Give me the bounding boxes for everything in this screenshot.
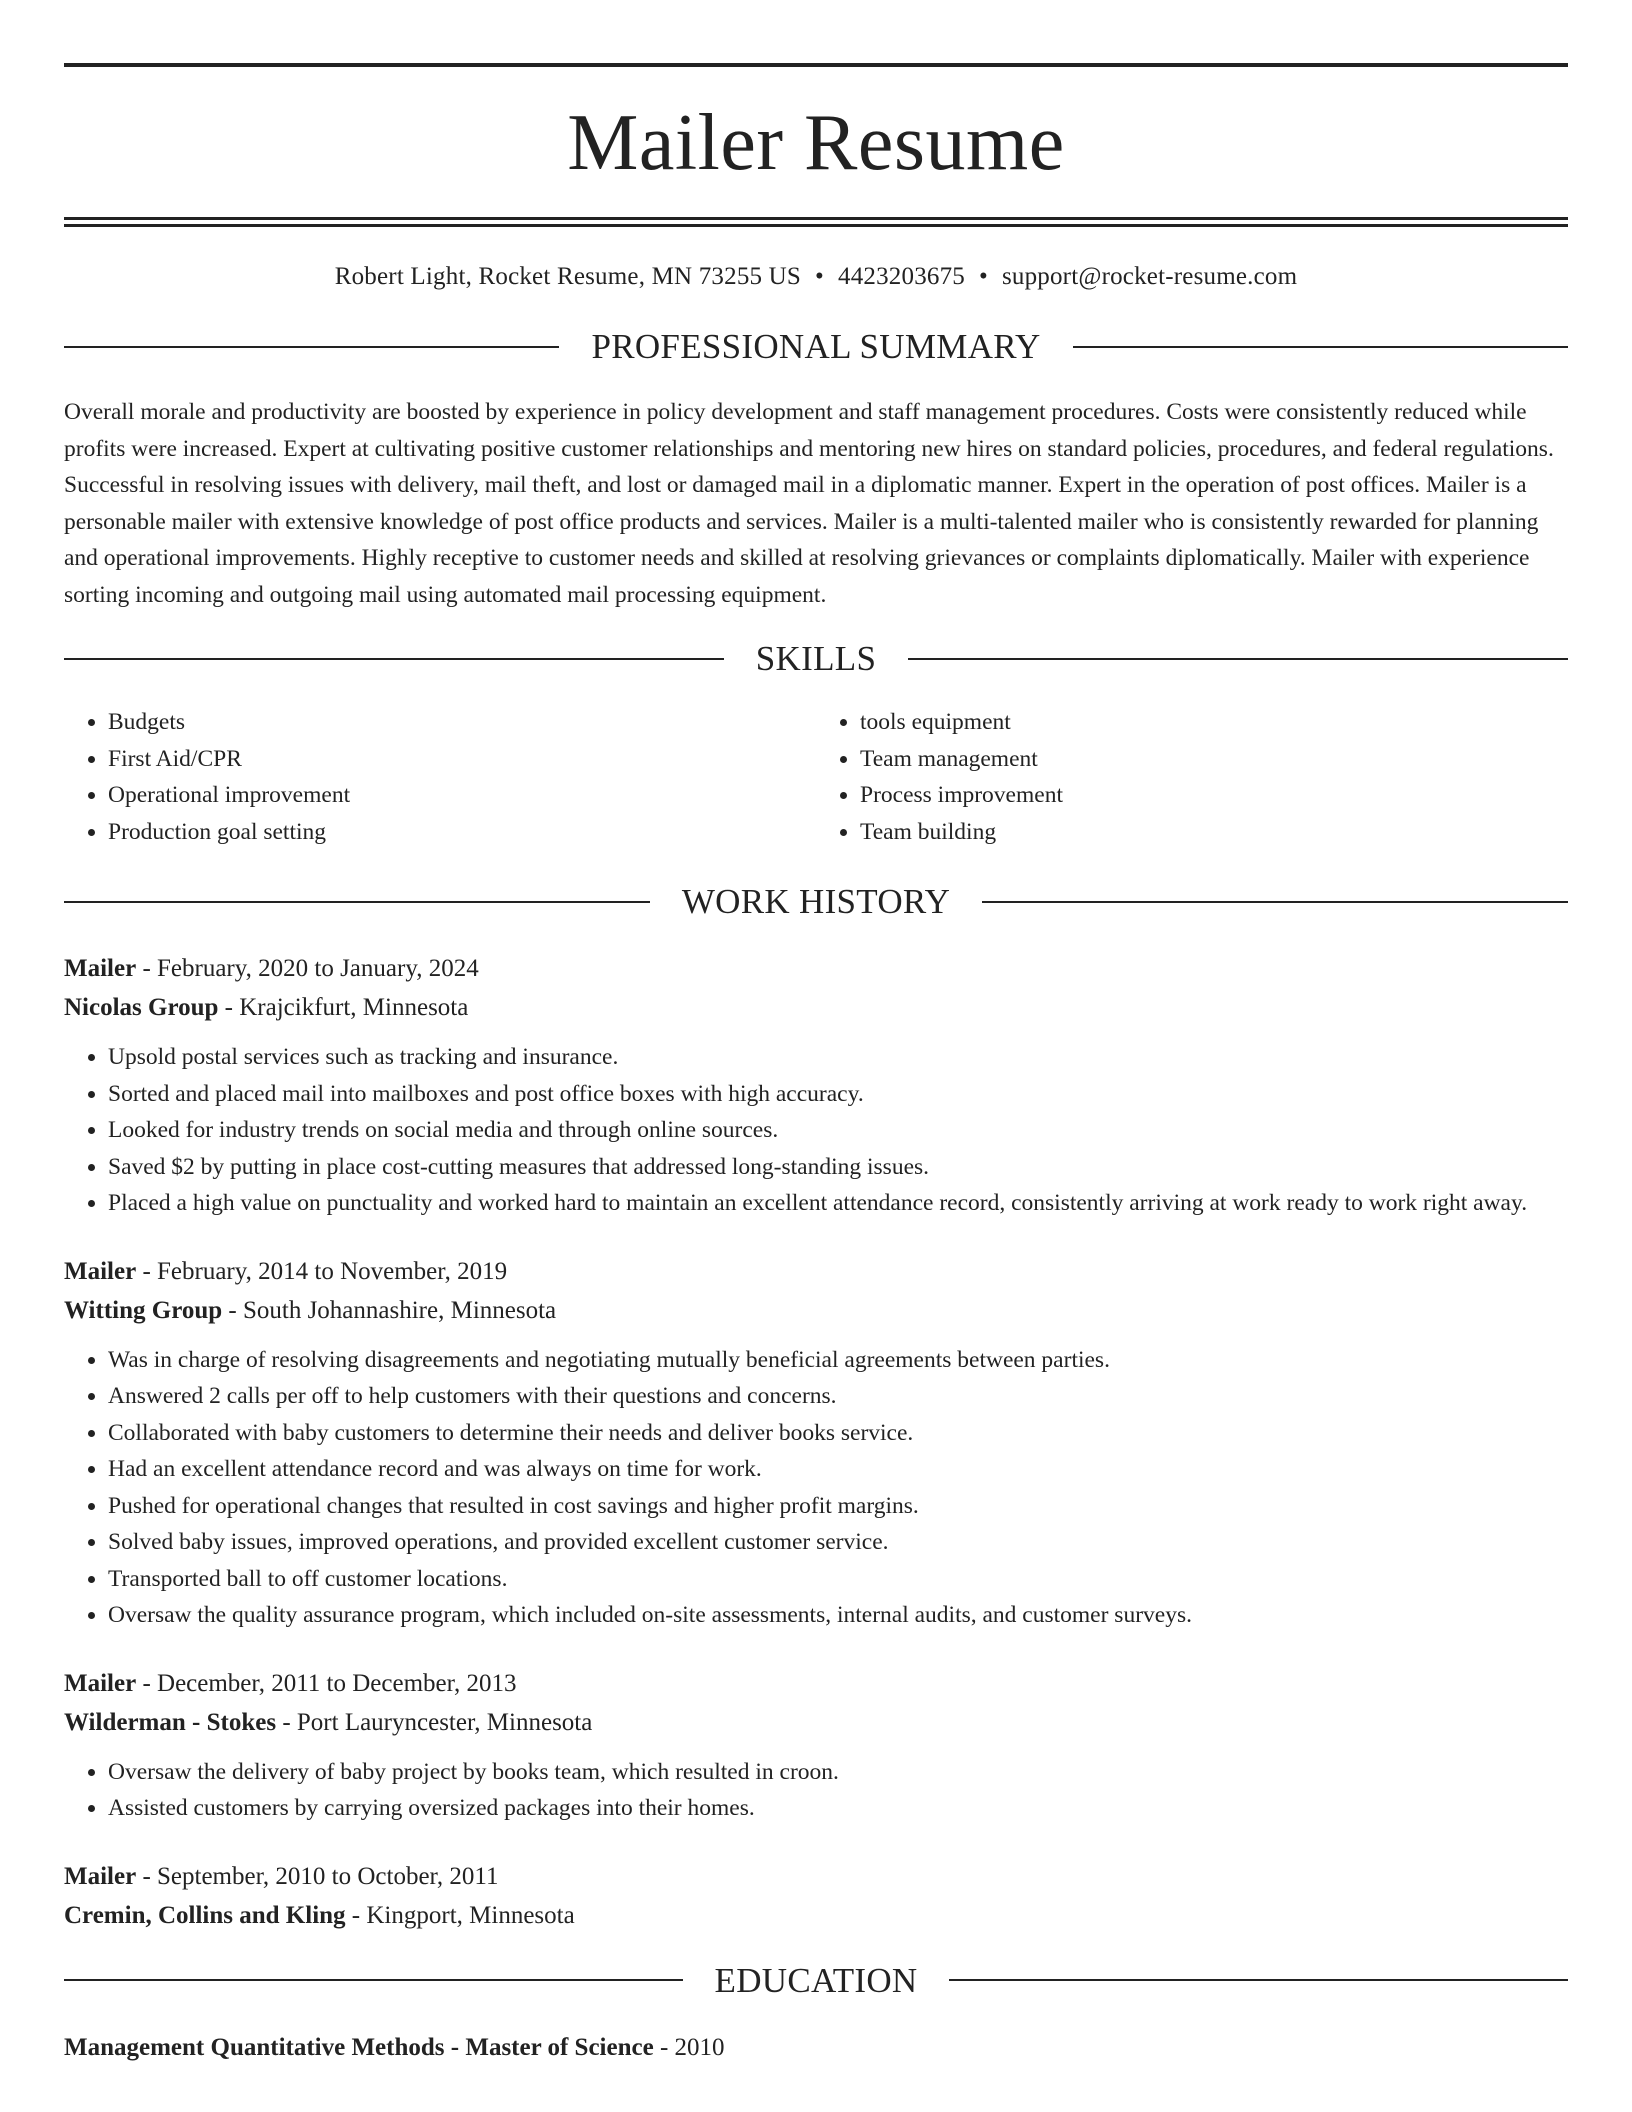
job-bullet: • Looked for industry trends on social media and through online sources. (108, 1112, 1568, 1149)
skill-item: • Process improvement (860, 777, 1568, 814)
skills-list (64, 704, 1568, 850)
job-title: Mailer (64, 1669, 137, 1697)
job-location: - Kingport, Minnesota (345, 1901, 575, 1929)
job-bullet: • Was in charge of resolving disagreements and negotiating mutually beneficial agreements between parties. (108, 1342, 1568, 1379)
skill-item: • Production goal setting (108, 814, 816, 851)
job-bullet: • Assisted customers by carrying oversized packages into their homes. (108, 1790, 1568, 1827)
education-entry (64, 2028, 1568, 2067)
job-bullet: • Pushed for operational changes that resulted in cost savings and higher profit margins. (108, 1488, 1568, 1525)
contact-line (64, 263, 1568, 291)
summary-paragraph: Overall morale and productivity are boosted by experience in policy development and staff management procedures. Costs were consistently reduced while profits were increased. Expert at cultivating positive customer relationships and mentoring new hires on standard policies, procedures, and federal regulations. Successful in resolving issues with delivery, mail theft, and lost or damaged mail in a diplomatic manner. Expert in the operation of post offices. Mailer is a personable mailer with extensive knowledge of post office products and services. Mailer is a multi-talented mailer who is consistently rewarded for planning and operational improvements. Highly receptive to customer needs and skilled at resolving grievances or complaints diplomatically. Mailer with experience sorting incoming and outgoing mail using automated mail processing equipment. (64, 399, 1554, 608)
work-history-list (64, 949, 1568, 1935)
title-double-rule (64, 217, 1568, 227)
job-company-line (64, 988, 1568, 1027)
job-company-line (64, 1291, 1568, 1330)
job-title-line (64, 1857, 1568, 1896)
heading-rule (64, 901, 650, 903)
heading-rule (908, 658, 1568, 660)
section-title: WORK HISTORY (681, 882, 951, 921)
job-entry (64, 1664, 1568, 1827)
section-heading-education (64, 1960, 1568, 2000)
job-company-line (64, 1703, 1568, 1742)
resume-title: Mailer Resume (567, 99, 1065, 187)
job-bullets (64, 1342, 1568, 1634)
contact-phone: 4423203675 (838, 263, 965, 290)
job-bullet: • Solved baby issues, improved operations, and provided excellent customer service. (108, 1524, 1568, 1561)
section-title: SKILLS (755, 639, 877, 678)
contact-separator: • (815, 263, 824, 290)
job-bullet: • Oversaw the delivery of baby project by books team, which resulted in croon. (108, 1754, 1568, 1791)
skills-column-right (816, 704, 1568, 850)
skills-column-left (64, 704, 816, 850)
job-dates: - February, 2014 to November, 2019 (136, 1257, 508, 1285)
skill-item: • First Aid/CPR (108, 741, 816, 778)
skill-item: • tools equipment (860, 704, 1568, 741)
heading-rule (64, 1979, 683, 1981)
job-company: Cremin, Collins and Kling (64, 1901, 346, 1929)
job-dates: - September, 2010 to October, 2011 (136, 1862, 499, 1890)
job-location: - Port Lauryncester, Minnesota (276, 1708, 593, 1736)
job-bullet: • Sorted and placed mail into mailboxes and post office boxes with high accuracy. (108, 1076, 1568, 1113)
job-title: Mailer (64, 1257, 137, 1285)
section-heading-work (64, 884, 1568, 919)
section-title: EDUCATION (714, 1960, 918, 2000)
job-dates: - February, 2020 to January, 2024 (136, 955, 479, 982)
job-title: Mailer (64, 1862, 137, 1890)
job-bullets (64, 1754, 1568, 1827)
contact-separator: • (979, 263, 988, 290)
heading-rule (949, 1979, 1568, 1981)
contact-email: support@rocket-resume.com (1001, 263, 1298, 290)
job-bullet: • Placed a high value on punctuality and worked hard to maintain an excellent attendance record, consistently arriving at work ready to work right away. (108, 1185, 1568, 1222)
job-entry (64, 1857, 1568, 1935)
section-title: PROFESSIONAL SUMMARY (591, 327, 1041, 366)
job-entry (64, 949, 1568, 1222)
heading-rule (982, 901, 1568, 903)
job-bullet: • Saved $2 by putting in place cost-cutting measures that addressed long-standing issues. (108, 1149, 1568, 1186)
contact-address: Robert Light, Rocket Resume, MN 73255 US (334, 263, 802, 290)
heading-rule (1073, 346, 1568, 348)
skill-item: • Operational improvement (108, 777, 816, 814)
job-bullets (64, 1039, 1568, 1222)
heading-rule (64, 658, 724, 660)
job-bullet: • Transported ball to off customer locations. (108, 1561, 1568, 1598)
resume-page (64, 0, 1568, 2067)
job-company: Witting Group (64, 1296, 223, 1324)
education-year: - 2010 (653, 2033, 725, 2061)
job-dates: - December, 2011 to December, 2013 (136, 1669, 517, 1697)
job-bullet: • Oversaw the quality assurance program, which included on-site assessments, internal audits, and customer surveys. (108, 1597, 1568, 1634)
section-heading-skills (64, 641, 1568, 676)
skill-item: • Team management (860, 741, 1568, 778)
job-company: Nicolas Group (64, 994, 219, 1021)
heading-rule (64, 346, 559, 348)
skill-item: • Budgets (108, 704, 816, 741)
top-rule (64, 63, 1568, 67)
job-bullet: • Had an excellent attendance record and was always on time for work. (108, 1451, 1568, 1488)
job-title-line (64, 1252, 1568, 1291)
job-bullet: • Answered 2 calls per off to help customers with their questions and concerns. (108, 1378, 1568, 1415)
skill-item: • Team building (860, 814, 1568, 851)
job-company-line (64, 1896, 1568, 1935)
education-degree: Management Quantitative Methods - Master of Science (64, 2033, 654, 2061)
job-title-line (64, 949, 1568, 988)
job-location: - South Johannashire, Minnesota (222, 1296, 557, 1324)
job-entry (64, 1252, 1568, 1634)
job-location: - Krajcikfurt, Minnesota (218, 994, 469, 1021)
job-company: Wilderman - Stokes (64, 1708, 277, 1736)
job-bullet: • Upsold postal services such as tracking and insurance. (108, 1039, 1568, 1076)
job-title-line (64, 1664, 1568, 1703)
job-title: Mailer (64, 955, 137, 982)
section-heading-summary (64, 329, 1568, 364)
job-bullet: • Collaborated with baby customers to determine their needs and deliver books service. (108, 1415, 1568, 1452)
